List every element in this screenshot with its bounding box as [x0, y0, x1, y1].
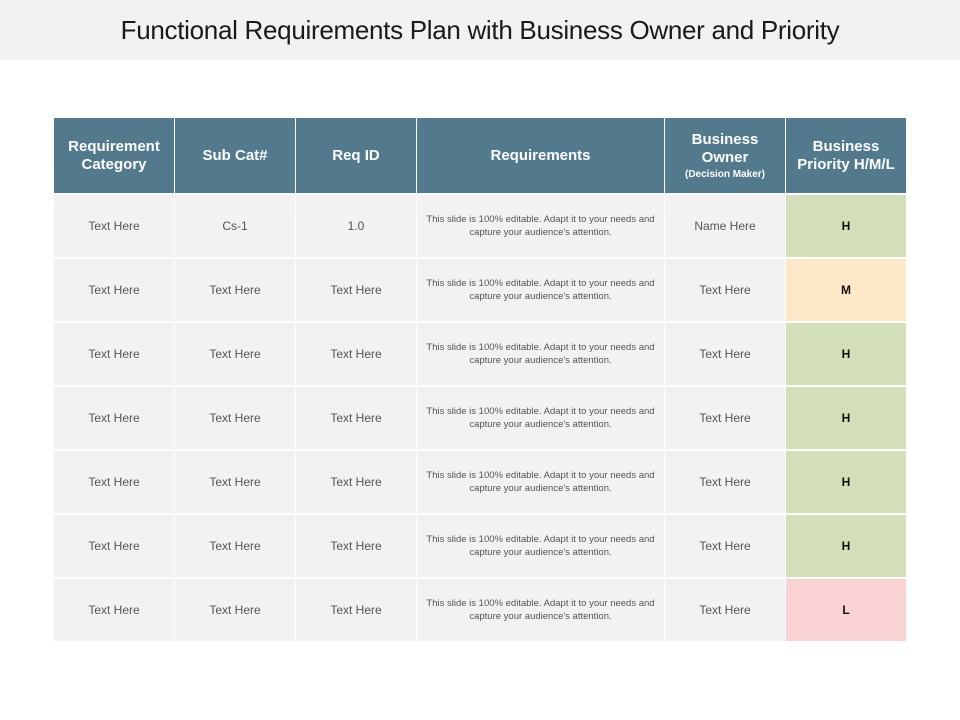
cell-sub-cat: Text Here [175, 387, 295, 449]
cell-sub-cat: Cs-1 [175, 195, 295, 257]
cell-requirement-category: Text Here [54, 259, 174, 321]
cell-business-owner: Text Here [665, 259, 785, 321]
cell-requirement-category: Text Here [54, 323, 174, 385]
cell-req-id: Text Here [296, 323, 416, 385]
cell-sub-cat: Text Here [175, 259, 295, 321]
header-label: Requirements [490, 146, 591, 164]
cell-req-id: Text Here [296, 579, 416, 641]
cell-req-id: Text Here [296, 387, 416, 449]
header-requirements [417, 118, 664, 193]
header-label: Sub Cat# [202, 146, 268, 164]
requirements-table [54, 118, 906, 641]
cell-business-owner: Name Here [665, 195, 785, 257]
cell-business-owner: Text Here [665, 579, 785, 641]
cell-sub-cat: Text Here [175, 323, 295, 385]
page-title: Functional Requirements Plan with Business Owner and Priority [120, 14, 840, 45]
header-label: Req ID [332, 146, 380, 164]
header-req-id [296, 118, 416, 193]
cell-business-priority: L [786, 579, 906, 641]
title-bar [0, 0, 960, 60]
header-label: Business Priority H/M/L [797, 137, 895, 173]
cell-business-owner: Text Here [665, 515, 785, 577]
cell-req-id: Text Here [296, 515, 416, 577]
cell-req-id: Text Here [296, 259, 416, 321]
cell-requirements: This slide is 100% editable. Adapt it to your needs and capture your audience's attention. [417, 195, 664, 257]
cell-business-priority: H [786, 451, 906, 513]
header-business-owner [665, 118, 785, 193]
cell-business-owner: Text Here [665, 323, 785, 385]
header-requirement-category [54, 118, 174, 193]
cell-requirement-category: Text Here [54, 515, 174, 577]
cell-business-priority: H [786, 515, 906, 577]
cell-requirements: This slide is 100% editable. Adapt it to your needs and capture your audience's attention. [417, 579, 664, 641]
cell-business-priority: M [786, 259, 906, 321]
cell-business-priority: H [786, 323, 906, 385]
cell-requirement-category: Text Here [54, 195, 174, 257]
cell-business-priority: H [786, 195, 906, 257]
cell-req-id: 1.0 [296, 195, 416, 257]
cell-requirements: This slide is 100% editable. Adapt it to your needs and capture your audience's attention. [417, 451, 664, 513]
cell-requirement-category: Text Here [54, 579, 174, 641]
header-label: Business Owner [691, 130, 759, 166]
cell-requirements: This slide is 100% editable. Adapt it to your needs and capture your audience's attention. [417, 387, 664, 449]
cell-requirements: This slide is 100% editable. Adapt it to your needs and capture your audience's attention. [417, 323, 664, 385]
cell-req-id: Text Here [296, 451, 416, 513]
cell-sub-cat: Text Here [175, 451, 295, 513]
cell-requirement-category: Text Here [54, 387, 174, 449]
cell-requirements: This slide is 100% editable. Adapt it to your needs and capture your audience's attention. [417, 515, 664, 577]
cell-requirements: This slide is 100% editable. Adapt it to your needs and capture your audience's attention. [417, 259, 664, 321]
cell-requirement-category: Text Here [54, 451, 174, 513]
header-business-priority [786, 118, 906, 193]
cell-business-priority: H [786, 387, 906, 449]
cell-business-owner: Text Here [665, 387, 785, 449]
cell-sub-cat: Text Here [175, 515, 295, 577]
header-label: Requirement Category [68, 137, 160, 173]
header-sub-cat [175, 118, 295, 193]
cell-sub-cat: Text Here [175, 579, 295, 641]
header-sublabel: (Decision Maker) [684, 168, 766, 180]
cell-business-owner: Text Here [665, 451, 785, 513]
